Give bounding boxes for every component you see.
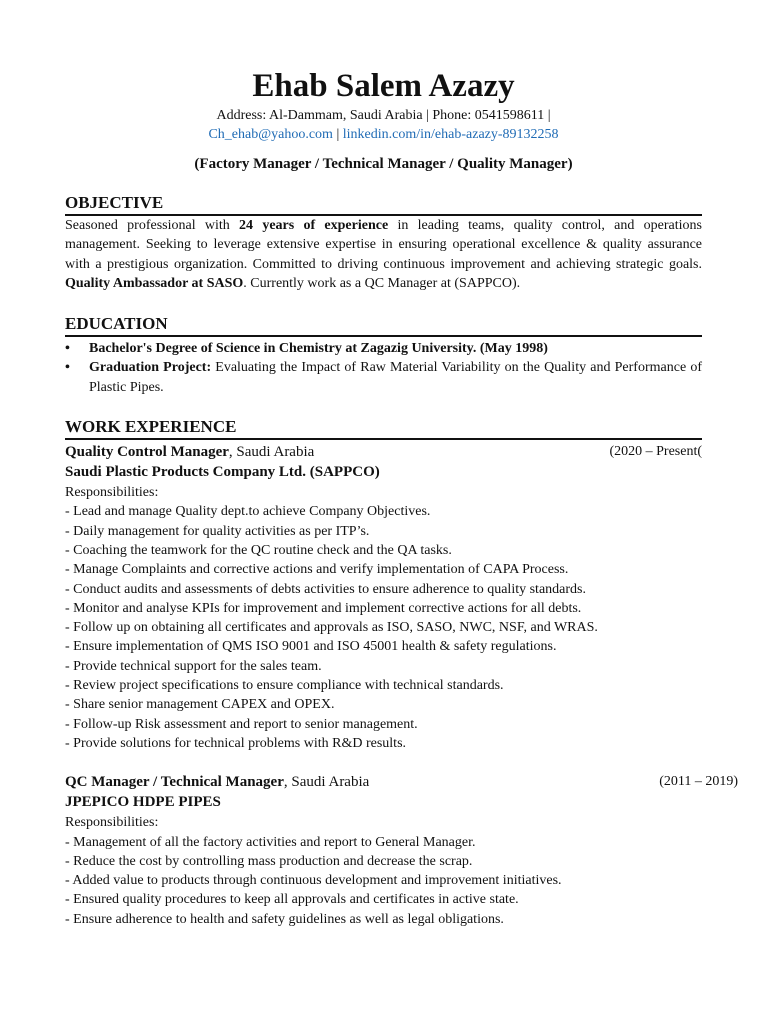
objective-text-part: Seasoned professional with	[65, 218, 240, 233]
candidate-name: Ehab Salem Azazy	[252, 68, 515, 104]
list-item: - Daily management for quality activities as per ITP’s.	[65, 523, 370, 539]
list-item: - Share senior management CAPEX and OPEX.	[65, 697, 335, 713]
job-role: Quality Control Manager	[65, 444, 229, 461]
list-item	[65, 358, 702, 397]
list-item: - Provide solutions for technical problems with R&D results.	[65, 735, 407, 751]
education-section	[65, 313, 702, 397]
job-dates: (2011 – 2019)	[659, 774, 738, 790]
list-item: - Conduct audits and assessments of debts activities to ensure adherence to quality standards.	[65, 581, 586, 597]
objective-text	[65, 216, 702, 293]
objective-text-part: in leading teams, quality control, and operations management. Seeking to leverage extensive expertise in ensuring operational excellence & quality assurance with a prestigious organization. Committed to driving continuous improvement and achieving strategic goals.	[65, 218, 702, 272]
objective-section	[65, 192, 702, 293]
job-location: , Saudi Arabia	[283, 774, 370, 791]
objective-highlight-ambassador: Quality Ambassador at SASO	[65, 275, 244, 291]
list-item: - Manage Complaints and corrective actions and verify implementation of CAPA Process.	[65, 562, 569, 578]
linkedin-link[interactable]: linkedin.com/in/ehab-azazy-89132258	[342, 127, 559, 142]
degree-text: Bachelor's Degree of Science in Chemistry at Zagazig University. (May 1998)	[89, 341, 548, 357]
job-entry	[65, 772, 738, 929]
job-title-line	[65, 772, 369, 792]
job-header	[65, 772, 738, 792]
address-phone: Address: Al-Dammam, Saudi Arabia | Phone: 0541598611 |	[216, 108, 551, 123]
job-role: QC Manager / Technical Manager	[65, 774, 284, 791]
company-name: JPEPICO HDPE PIPES	[65, 794, 221, 811]
objective-highlight-experience: 24 years of experience	[239, 218, 389, 233]
link-separator: |	[332, 127, 343, 142]
list-item: - Monitor and analyse KPIs for improvement and implement corrective actions for all debts.	[65, 600, 582, 616]
list-item: - Provide technical support for the sales team.	[65, 658, 322, 674]
list-item: - Follow up on obtaining all certificates and approvals as ISO, SASO, NWC, NSF, and WRAS.	[65, 620, 598, 636]
list-item: - Ensured quality procedures to keep all approvals and certificates in active state.	[65, 892, 519, 908]
list-item: - Lead and manage Quality dept.to achieve Company Objectives.	[65, 504, 431, 520]
job-location: , Saudi Arabia	[228, 444, 315, 461]
project-label: Graduation Project:	[89, 360, 212, 376]
email-link[interactable]: Ch_ehab@yahoo.com	[208, 127, 333, 142]
responsibilities-label: Responsibilities:	[65, 485, 159, 501]
education-list	[65, 339, 702, 397]
list-item: - Follow-up Risk assessment and report to senior management.	[65, 716, 418, 732]
company-name: Saudi Plastic Products Company Ltd. (SAPPCO)	[65, 464, 380, 481]
contact-links	[65, 125, 702, 144]
job-entry	[65, 442, 702, 753]
education-title: EDUCATION	[65, 313, 702, 337]
list-item: - Management of all the factory activities and report to General Manager.	[65, 834, 476, 850]
list-item: - Coaching the teamwork for the QC routine check and the QA tasks.	[65, 542, 452, 558]
responsibilities-label: Responsibilities:	[65, 815, 159, 831]
work-section	[65, 416, 738, 929]
list-item: - Added value to products through continuous development and improvement initiatives.	[65, 873, 562, 889]
list-item: - Review project specifications to ensure compliance with technical standards.	[65, 678, 504, 694]
objective-text-part: . Currently work as a QC Manager at (SAPPCO).	[243, 275, 521, 291]
responsibility-list	[65, 483, 702, 753]
bullet-icon: •	[65, 341, 70, 357]
project-text: Evaluating the Impact of Raw Material Variability on the Quality and Performance of Plastic Pipes.	[89, 360, 702, 395]
list-item	[65, 339, 702, 358]
objective-title: OBJECTIVE	[65, 192, 702, 216]
list-item: - Reduce the cost by controlling mass production and decrease the scrap.	[65, 853, 473, 869]
target-roles: (Factory Manager / Technical Manager / Quality Manager)	[194, 156, 573, 172]
responsibility-list	[65, 813, 702, 929]
work-title: WORK EXPERIENCE	[65, 416, 702, 440]
bullet-icon: •	[65, 360, 70, 376]
job-title-line	[65, 442, 314, 462]
list-item: - Ensure implementation of QMS ISO 9001 and ISO 45001 health & safety regulations.	[65, 639, 557, 655]
list-item: - Ensure adherence to health and safety guidelines as well as legal obligations.	[65, 911, 504, 927]
job-header	[65, 442, 702, 462]
job-dates: (2020 – Present(	[609, 444, 702, 460]
contact-block	[65, 106, 702, 144]
